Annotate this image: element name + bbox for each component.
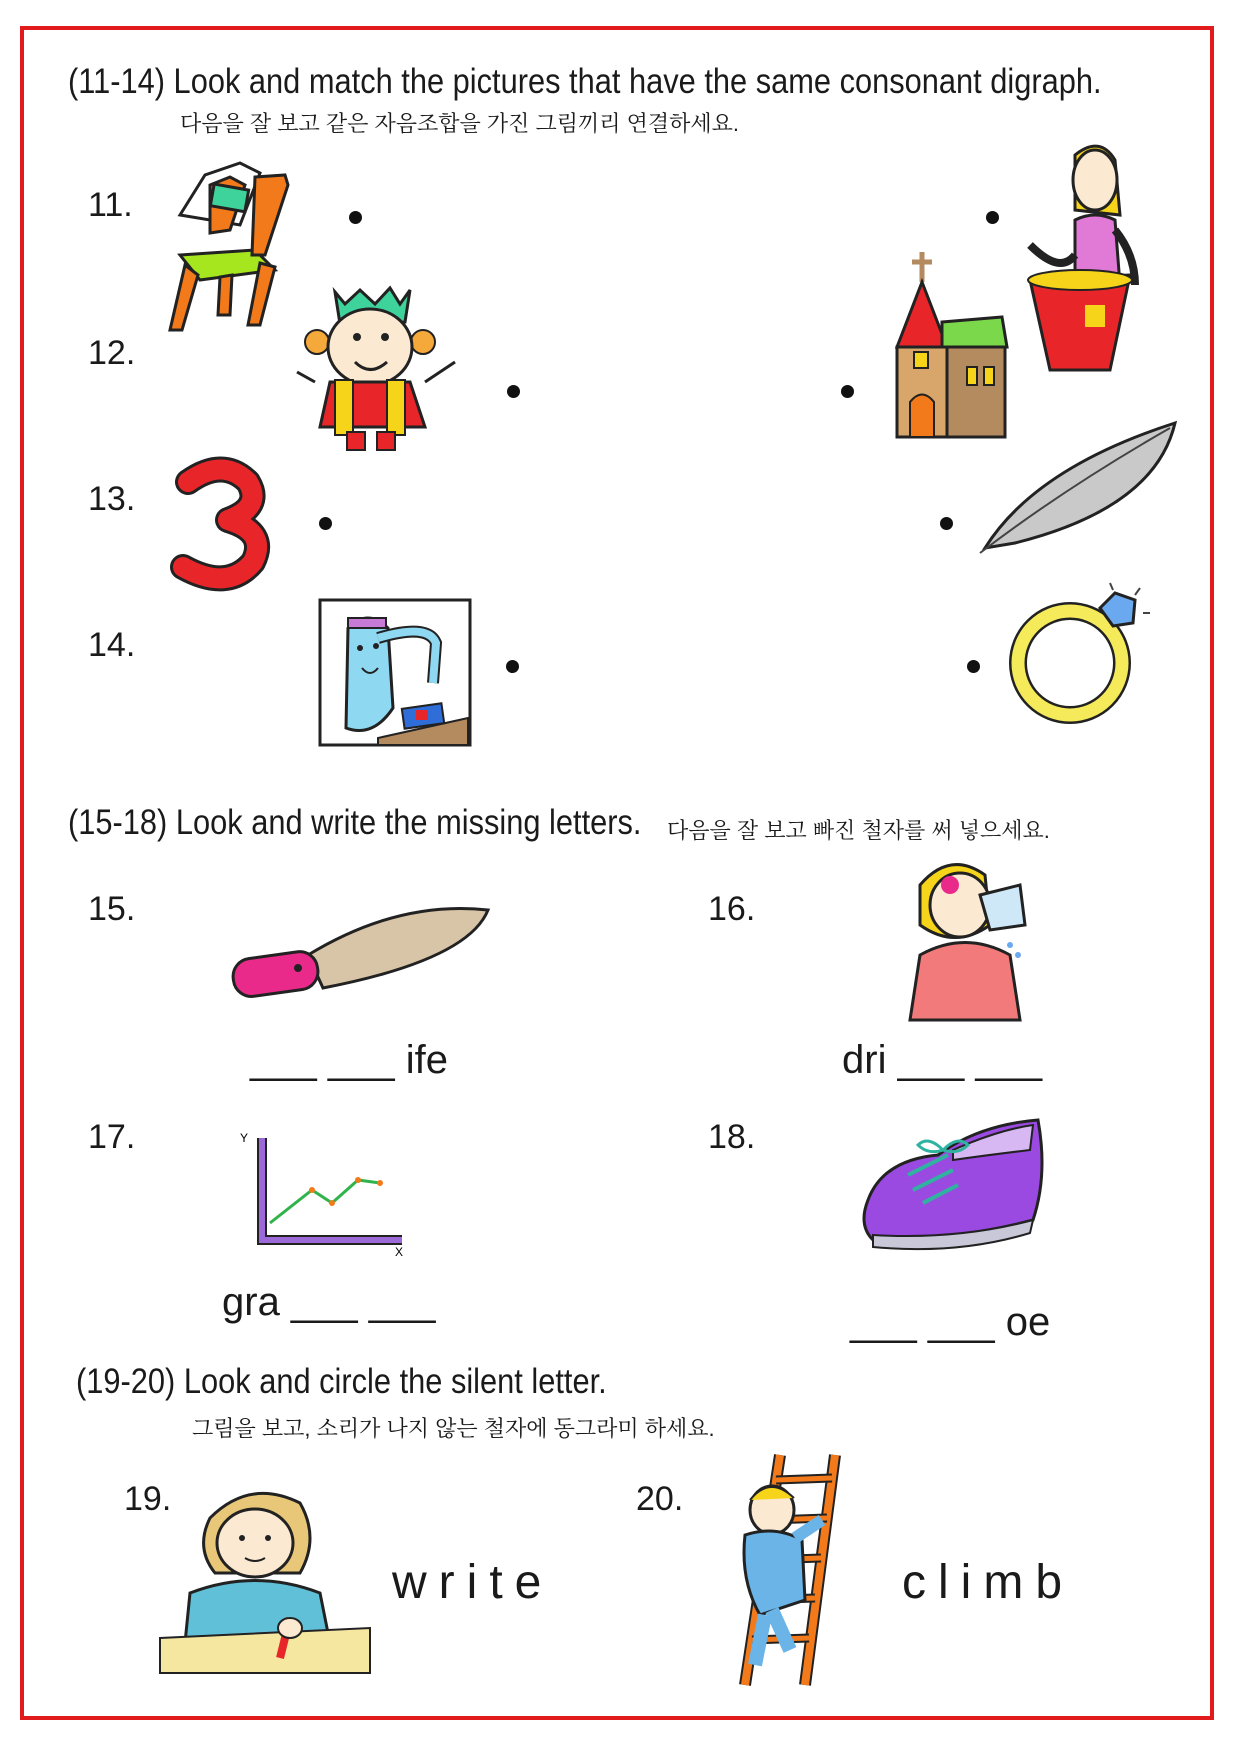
match-dot-left-12[interactable]: [507, 385, 520, 398]
king-picture: [305, 282, 470, 457]
item-number-18: 18.: [708, 1118, 756, 1156]
match-dot-left-14[interactable]: [506, 660, 519, 673]
item-number-17: 17.: [88, 1118, 136, 1156]
feather-picture: [975, 418, 1180, 558]
girl-drinking-picture: [900, 855, 1050, 1025]
graph-y-label: Y: [240, 1131, 249, 1145]
section2-heading: (15-18) Look and write the missing letters.: [68, 803, 642, 842]
word-20[interactable]: climb: [902, 1556, 1075, 1609]
match-dot-right-14[interactable]: [967, 660, 980, 673]
match-dot-left-13[interactable]: [319, 517, 332, 530]
section3-subheading: 그림을 보고, 소리가 나지 않는 철자에 동그라미 하세요.: [192, 1416, 715, 1441]
item-number-15: 15.: [88, 890, 136, 928]
section1-heading: (11-14) Look and match the pictures that have the same consonant digraph.: [68, 62, 1102, 101]
item-number-20: 20.: [636, 1480, 684, 1518]
answer-18[interactable]: ___ ___ oe: [850, 1300, 1051, 1344]
answer-16[interactable]: dri ___ ___: [842, 1038, 1043, 1082]
item-number-14: 14.: [88, 626, 136, 664]
knife-picture: [228, 900, 493, 1000]
child-climbing-ladder-picture: [710, 1450, 855, 1690]
match-dot-right-12[interactable]: [841, 385, 854, 398]
item-number-19: 19.: [124, 1480, 172, 1518]
item-number-16: 16.: [708, 890, 756, 928]
item-number-11: 11.: [88, 186, 133, 224]
church-picture: [882, 252, 1012, 442]
word-19[interactable]: write: [392, 1556, 554, 1609]
item-number-13: 13.: [88, 480, 136, 518]
chair-picture: [160, 155, 305, 335]
answer-15[interactable]: ___ ___ ife: [250, 1038, 448, 1082]
graph-x-label: X: [395, 1245, 404, 1259]
match-dot-right-13[interactable]: [940, 517, 953, 530]
answer-17[interactable]: gra ___ ___: [222, 1280, 436, 1324]
section3-heading: (19-20) Look and circle the silent letter.: [76, 1362, 607, 1401]
number-three-picture: [168, 462, 273, 587]
line-graph-picture: [240, 1128, 410, 1258]
shoe-picture: [858, 1115, 1048, 1255]
match-dot-right-11[interactable]: [986, 211, 999, 224]
section2-subheading: 다음을 잘 보고 빠진 철자를 써 넣으세요.: [667, 818, 1050, 843]
item-number-12: 12.: [88, 334, 136, 372]
pressing-button-picture: [318, 598, 473, 748]
thin-girl-in-big-pants-picture: [1015, 135, 1150, 380]
section1-subheading: 다음을 잘 보고 같은 자음조합을 가진 그림끼리 연결하세요.: [180, 111, 739, 136]
match-dot-left-11[interactable]: [349, 211, 362, 224]
child-writing-picture: [160, 1478, 375, 1678]
ring-picture: [1005, 578, 1155, 728]
